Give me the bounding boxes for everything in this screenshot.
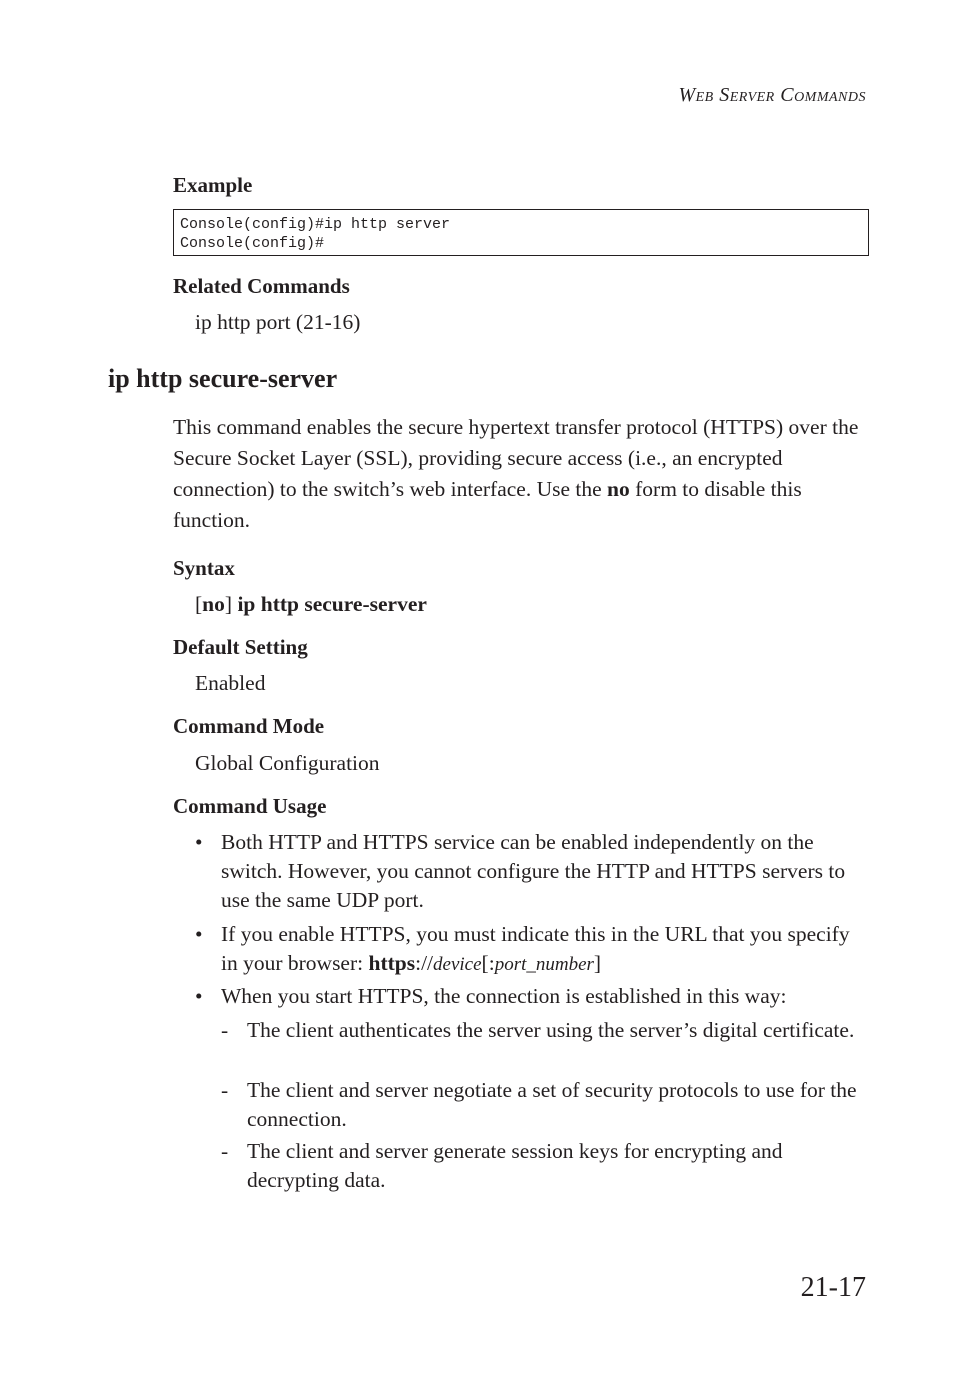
usage-sub-2-marker: -: [221, 1078, 229, 1102]
default-setting-heading: Default Setting: [173, 635, 308, 659]
usage-sub-item-3: The client and server generate session keys for encrypting and decrypting data.: [247, 1139, 783, 1192]
url-port-number: port_number: [494, 954, 594, 975]
usage-bullet-1-marker: •: [195, 830, 203, 854]
usage-sub-item-1: The client authenticates the server using the server’s digital certificate.: [247, 1018, 855, 1042]
code-example-box: [173, 209, 869, 256]
code-line-2: Console(config)#: [180, 235, 325, 252]
description-text: This command enables the secure hypertext transfer protocol (HTTPS) over the Secure Socket Layer (SSL), providing secure access (i.e., an encrypted connection) to the switch’s web interface. Use the: [173, 415, 859, 501]
usage-sub-item-2: The client and server negotiate a set of security protocols to use for the connection.: [247, 1078, 857, 1131]
related-command-item: ip http port (21-16): [195, 310, 361, 334]
description-no-keyword: no: [607, 477, 630, 501]
command-mode-heading: Command Mode: [173, 714, 325, 738]
syntax-bracket-open: [: [195, 592, 203, 616]
usage-sub-1-marker: -: [221, 1018, 229, 1042]
command-usage-heading: Command Usage: [173, 794, 327, 818]
usage-bullet-3-marker: •: [195, 984, 203, 1008]
code-line-1: Console(config)#ip http server: [180, 216, 451, 233]
usage-bullet-3: When you start HTTPS, the connection is established in this way:: [221, 984, 787, 1008]
related-commands-heading: Related Commands: [173, 274, 350, 298]
usage-bullet-1: Both HTTP and HTTPS service can be enabled independently on the switch. However, you cannot configure the HTTP and HTTPS servers to use the same UDP port.: [221, 830, 846, 912]
command-mode-value: Global Configuration: [195, 751, 380, 775]
syntax-heading: Syntax: [173, 556, 235, 580]
section-description: [173, 412, 863, 536]
url-bracket-close: ]: [593, 951, 602, 975]
url-separator: ://: [415, 951, 434, 975]
section-title: ip http secure-server: [108, 364, 338, 393]
usage-bullet-2-marker: •: [195, 922, 203, 946]
syntax-command: ip http secure-server: [237, 592, 427, 616]
default-setting-value: Enabled: [195, 671, 266, 695]
url-https: https: [368, 951, 416, 975]
url-bracket-open: [:: [481, 951, 495, 975]
syntax-no: no: [202, 592, 225, 616]
description-text-end: form to disable this function.: [173, 477, 802, 532]
page-number: 21-17: [800, 1272, 866, 1303]
syntax-line: [195, 589, 427, 620]
bullet-2-text: If you enable HTTPS, you must indicate this in the URL that you specify in your browser:: [221, 922, 850, 975]
running-header: Web Server Commands: [678, 84, 866, 106]
usage-bullet-2: [221, 920, 866, 979]
url-device: device: [433, 954, 482, 975]
usage-sub-3-marker: -: [221, 1139, 229, 1163]
example-heading: Example: [173, 173, 253, 197]
syntax-bracket-close: ]: [224, 592, 233, 616]
